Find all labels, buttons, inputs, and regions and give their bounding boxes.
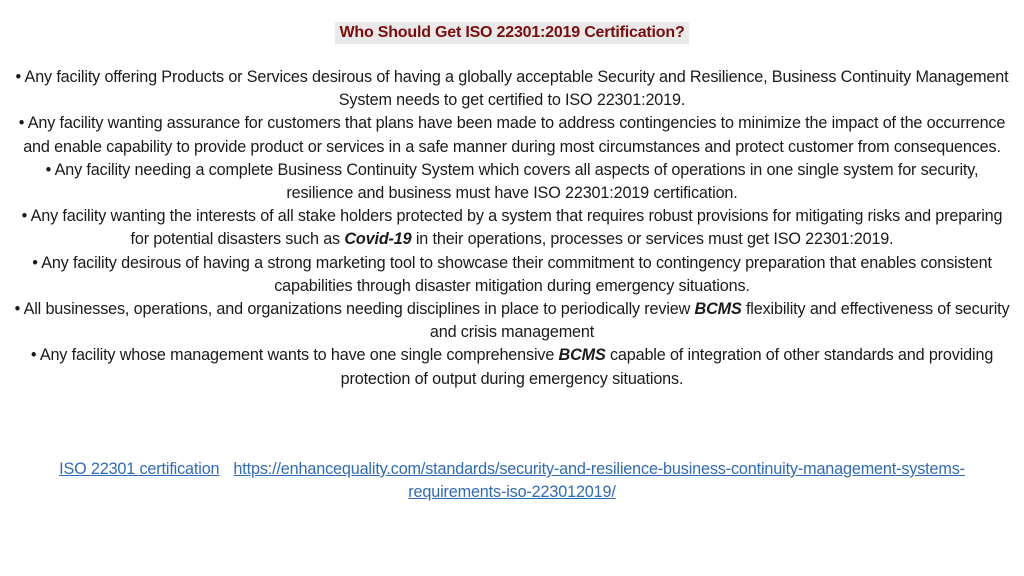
bullet-item bbox=[12, 112, 1012, 158]
links-row bbox=[20, 458, 1004, 504]
emphasis-bcms: BCMS bbox=[694, 300, 742, 319]
emphasis-covid: Covid-19 bbox=[344, 230, 412, 249]
bullet-symbol: • bbox=[21, 207, 28, 226]
bullet-item bbox=[12, 344, 1012, 390]
bullet-text-pre: All businesses, operations, and organizations needing disciplines in place to periodically review bbox=[23, 300, 695, 319]
bullet-item bbox=[12, 159, 1012, 205]
bullet-text: Any facility offering Products or Services desirous of having a globally acceptable Security and Resilience, Business Continuity Management System needs to get certified to ISO 22301:2019. bbox=[24, 68, 1009, 110]
bullet-symbol: • bbox=[18, 114, 25, 133]
emphasis-bcms: BCMS bbox=[558, 346, 606, 365]
bullet-list bbox=[12, 66, 1012, 391]
bullet-symbol: • bbox=[14, 300, 21, 319]
bullet-text: Any facility needing a complete Business Continuity System which covers all aspects of operations in one single system for security, resilience and business must have ISO 22301:2019 certification. bbox=[54, 160, 979, 203]
bullet-item bbox=[12, 66, 1012, 112]
bullet-symbol: • bbox=[32, 253, 38, 272]
bullet-symbol: • bbox=[45, 160, 52, 179]
bullet-item bbox=[12, 252, 1012, 298]
bullet-item bbox=[12, 205, 1012, 251]
iso-certification-link[interactable]: ISO 22301 certification bbox=[59, 460, 220, 478]
title-wrap bbox=[0, 22, 1024, 44]
bullet-text-post: flexibility and effectiveness of security and crisis management bbox=[429, 300, 1010, 342]
bullet-symbol: • bbox=[15, 68, 22, 86]
bullet-text: Any facility wanting assurance for customers that plans have been made to address contingencies to minimize the impact of the occurrence and enable capability to provide product or services in a safe manner during most circumstances and protect customer from consequences. bbox=[23, 114, 1006, 156]
bullet-text: Any facility desirous of having a strong marketing tool to showcase their commitment to contingency preparation that enables consistent capabilities through disaster mitigation during emergency situations. bbox=[41, 253, 992, 295]
bullet-item bbox=[12, 298, 1012, 344]
bullet-text-pre: Any facility wanting the interests of all stake holders protected by a system that requires robust provisions for mitigating risks and preparing for potential disasters such as bbox=[30, 207, 1003, 249]
page-title: Who Should Get ISO 22301:2019 Certification? bbox=[335, 22, 688, 44]
enhancequality-url-link[interactable]: https://enhancequality.com/standards/security-and-resilience-business-continuity-management-systems-requirements-iso-223012019/ bbox=[233, 460, 965, 502]
bullet-text-post: in their operations, processes or services must get ISO 22301:2019. bbox=[411, 230, 894, 249]
bullet-text-pre: Any facility whose management wants to have one single comprehensive bbox=[39, 346, 559, 365]
bullet-symbol: • bbox=[30, 346, 37, 365]
bullet-text-post: capable of integration of other standards and providing protection of output during emergency situations. bbox=[340, 346, 994, 388]
